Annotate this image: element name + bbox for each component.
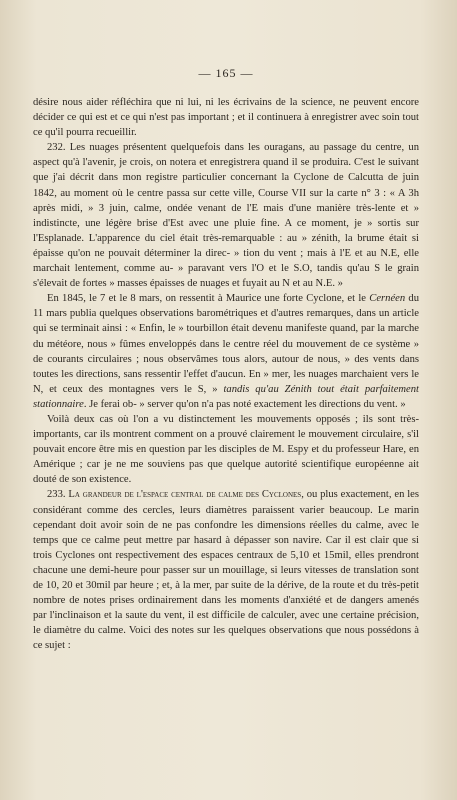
body-text	[33, 95, 419, 653]
page-number: — 165 —	[198, 66, 254, 80]
paragraph-1845-text-b: du 11 mars publia quelques observations barométriques et d'autres remarques, dans un article qui se terminait ainsi : « Enfin, le » tourbillon était devenu manifeste quand, par la marche du météore, nous » fûmes enveloppés dans le centre réel du mouvement de ce système » de courants circulaires ; nous observâmes tous alors, autour de nous, » des vents dans toutes les directions, sans ressentir l'effet d'aucun. En » mer, les nuages marchaient vers le N, et ceux des montagnes vers le S, »	[33, 293, 419, 395]
paragraph-232: 232. Les nuages présentent quelquefois dans les ouragans, au passage du centre, un aspect qu'à l'avenir, je crois, on notera et enregistrera quand il se produira. C'est le suivant que j'ai décrit dans mon registre particulier concernant la Cyclone de Calcutta de juin 1842, au moment où le centre passa sur cette ville, Course VII sur la carte n° 3 : « A 3h après midi, » 3 juin, calme, ondée venant de l'E mais d'une manière très-lente et » indistincte, une légère brise d'Est avec une pluie fine. A ce moment, je » sortis sur l'Esplanade. L'apparence du ciel était très-remarquable : au » zénith, la brume était si épaisse qu'on ne pouvait déterminer la direc- » tion du vent ; mais à l'E et au N.E, elle marchait lentement, comme au- » paravant vers l'O et le S.O, tandis qu'au S le grain s'élevait de fortes » masses épaisses de nuages et fuyait au N et au N.E. »	[33, 142, 419, 290]
paragraph-continuation: désire nous aider réfléchira que ni lui, ni les écrivains de la science, ne peuvent encore décider ce qui est et ce qui n'est pas important ; et il continuera à enregistrer avec soin tout ce qu'il pourra recueillir.	[33, 97, 419, 139]
section-heading: La grandeur de l'espace central de calme des Cyclones,	[68, 489, 304, 501]
paragraph-233-text: ou plus exactement, en les considérant comme des cercles, leurs diamètres paraissent varier beaucoup. Le marin cependant doit avoir soin de ne pas confondre les dimensions réelles du calme, avec le temps que ce calme peut mettre par hasard à dépasser son navire. Car il est clair que si trois Cyclones ont respectivement des espaces centraux de 5,10 et 15mil, elles prendront chacune une demi-heure pour passer sur un mouillage, si leurs vitesses de translation sont de 10, 20 et 30mil par heure ; et, à la mer, par suite de la dérive, de la route et du très-petit nombre de notes prises ordinairement dans les moments d'anxiété et de dangers amenés par l'inclinaison et la saute du vent, il est difficile de calculer, avec une certaine précision, le diamètre du calme. Voici des notes sur les quelques observations que nous possédons à ce sujet :	[33, 489, 419, 652]
paragraph-1845-text-a: En 1845, le 7 et le 8 mars, on ressentit à Maurice une forte Cyclone, et le	[47, 293, 370, 305]
zenith-quote: tandis qu'au Zénith tout était parfaitement stationnaire	[33, 383, 419, 410]
newspaper-name: Cernéen	[369, 293, 406, 305]
paragraph-1845-text-c: . Je ferai ob- » server qu'on n'a pas noté exactement les directions du vent. »	[83, 398, 406, 410]
paragraph-1845	[33, 291, 419, 412]
paragraph-voila: Voilà deux cas où l'on a vu distinctement les mouvements opposés ; ils sont très-importants, car ils montrent comment on a prouvé clairement le mouvement circulaire, s'il pouvait encore être mis en question par les disciples de M. Espy et du professeur Hare, en Amérique ; car je ne me souviens pas que quelque autorité scientifique européenne ait douté de son existence.	[33, 413, 419, 486]
paragraph-233	[33, 487, 419, 653]
section-number: 233.	[47, 489, 69, 501]
